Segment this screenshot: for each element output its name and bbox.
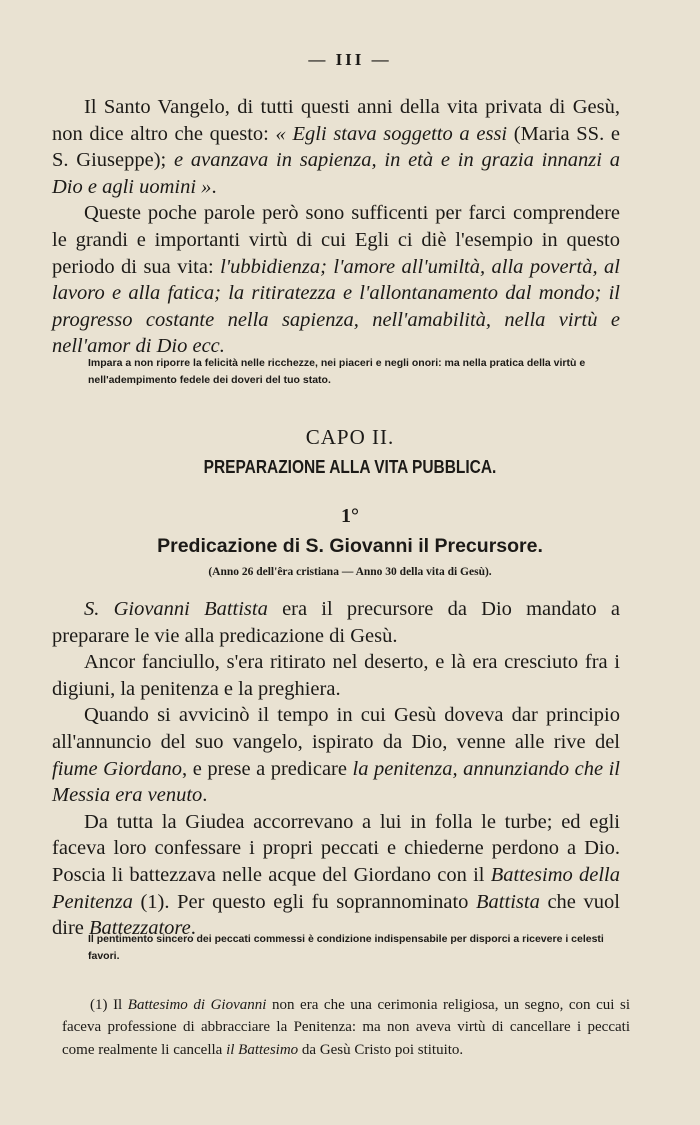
text-run: .: [211, 175, 217, 198]
maxim-section: Il pentimento sincero dei peccati commessi è condizione indispensabile per disporci a ricevere i celesti favori.: [88, 933, 604, 962]
gospel-quote-1: « Egli stava soggetto a essi: [275, 122, 508, 145]
intro-text: [52, 94, 620, 360]
gospel-quote-2: e avanzava in sapienza, in età e in grazia innanzi a Dio e agli uomini »: [52, 149, 620, 198]
section-text: [52, 596, 620, 942]
footnote-term-2: il Battesimo: [226, 1041, 299, 1058]
text-run: da Gesù Cristo poi stituito.: [298, 1041, 464, 1058]
river-name: fiume Giordano: [52, 757, 183, 780]
page-number: — III —: [308, 50, 392, 69]
footnote: [62, 994, 630, 1061]
section-paragraph-3: [52, 702, 620, 808]
footnote-number: (1): [90, 997, 108, 1013]
name-giovanni: S. Giovanni Battista: [84, 598, 268, 620]
intro-paragraph-2: [52, 200, 620, 360]
text-run: Quando si avvicinò il tempo in cui Gesù doveva dar principio all'annuncio del suo vangelo, ispirato da Dio, venne alle rive del: [52, 704, 620, 753]
text-run: era il precursore da Dio mandato a preparare le vie alla predicazione di Gesù.: [52, 598, 620, 647]
section-paragraph-1: [52, 596, 620, 649]
text-run: (1). Per questo egli fu soprannominato: [132, 890, 477, 913]
text-run: che vuol dire: [52, 890, 620, 940]
text-run: (Maria SS. e S. Giuseppe);: [52, 122, 620, 172]
chapter-number: CAPO II.: [305, 425, 395, 449]
baptism-term: Battesimo della Penitenza: [52, 863, 620, 913]
text-run: .: [202, 784, 208, 807]
virtues-list: l'ubbidienza; l'amore all'umiltà, alla povertà, al lavoro e alla fatica; la ritiratezza e l'allontanamento dal mondo; il progresso costante nella sapienza, nell'amabilità, nella virtù e nell'amor di Dio ecc.: [52, 255, 620, 358]
battezzatore-term: Battezzatore: [89, 917, 191, 940]
section-paragraph-2: Ancor fanciullo, s'era ritirato nel deserto, e là era cresciuto fra i digiuni, la penitenza e la preghiera.: [52, 651, 620, 700]
section-title: Predicazione di S. Giovanni il Precursore.: [157, 535, 543, 557]
text-run: Queste poche parole però sono sufficenti per farci comprendere le grandi e importanti virtù di cui Egli ci diè l'esempio in questo periodo di sua vita:: [52, 202, 620, 278]
intro-paragraph-1: [52, 94, 620, 200]
footnote-term-1: Battesimo di Giovanni: [127, 997, 267, 1013]
text-run: .: [190, 917, 196, 940]
text-run: non era che una cerimonia religiosa, un segno, con cui si faceva professione di abbracciare la Penitenza: ma non aveva virtù di cancellare i peccati come realmente li cancella: [62, 997, 630, 1058]
battista-term: Battista: [476, 890, 540, 913]
maxim-intro: Impara a non riporre la felicità nelle ricchezze, nei piaceri e negli onori: ma nella pratica della virtù e nell'adempimento fedele dei doveri del tuo stato.: [88, 357, 586, 386]
chapter-title: PREPARAZIONE ALLA VITA PUBBLICA.: [203, 457, 497, 477]
preaching-message: la penitenza, annunziando che il Messia era venuto: [52, 757, 620, 807]
text-run: , e prese a predicare: [182, 757, 353, 780]
text-run: Il Santo Vangelo, di tutti questi anni della vita privata di Gesù, non dice altro che questo:: [52, 96, 620, 145]
section-subtitle: (Anno 26 dell'êra cristiana — Anno 30 della vita di Gesù).: [208, 566, 492, 578]
text-run: Il: [107, 997, 128, 1013]
section-number: 1°: [341, 505, 359, 527]
section-paragraph-4: [52, 809, 620, 942]
text-run: Da tutta la Giudea accorrevano a lui in folla le turbe; ed egli faceva loro confessare i propri peccati e chiederne perdono a Dio. Poscia li battezzava nelle acque del Giordano con il: [52, 810, 620, 886]
